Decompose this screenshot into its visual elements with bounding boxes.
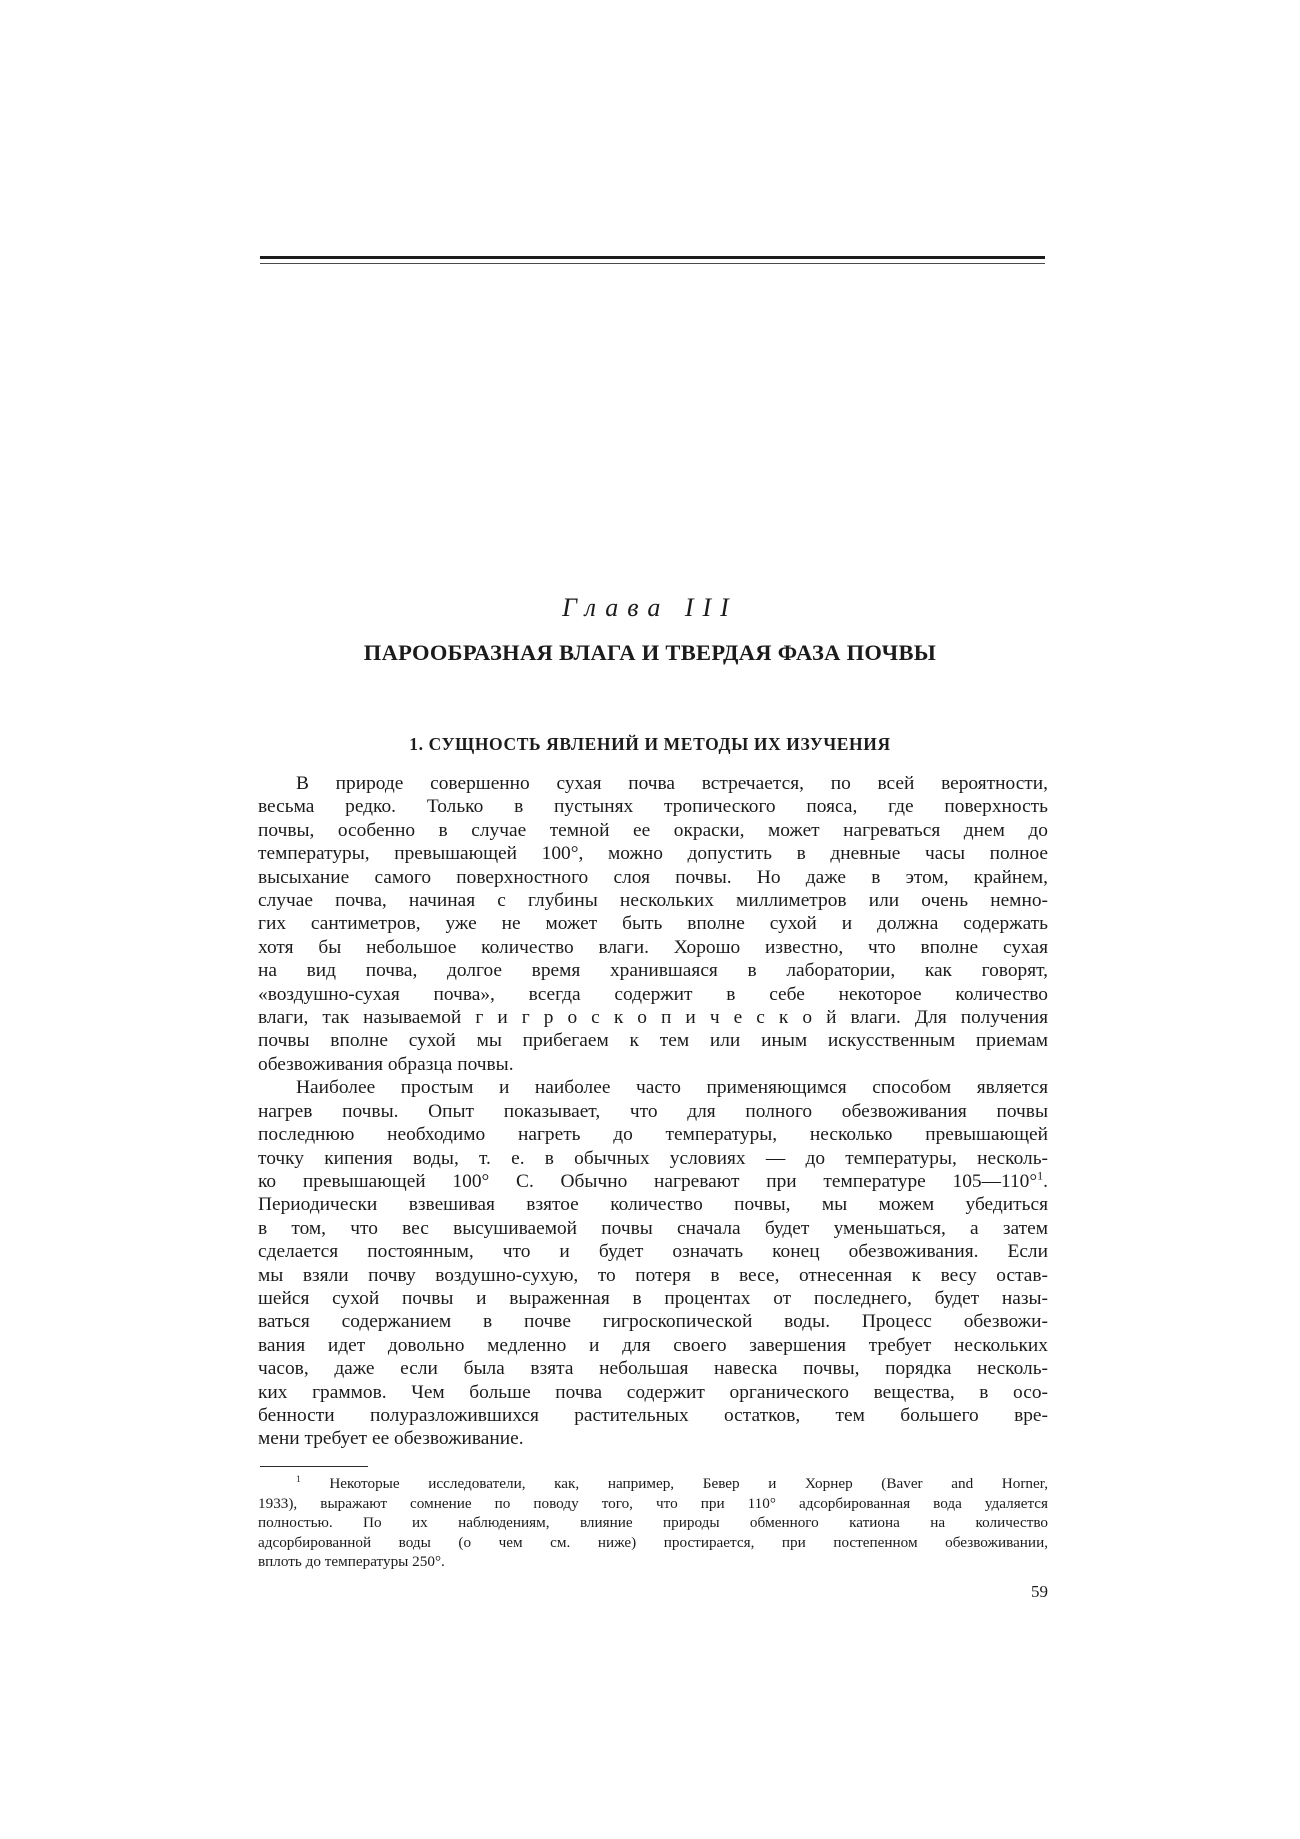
body-line: вания идет довольно медленно и для своего завершения требует нескольких — [258, 1334, 1048, 1356]
chapter-title: ПАРООБРАЗНАЯ ВЛАГА И ТВЕРДАЯ ФАЗА ПОЧВЫ — [363, 640, 937, 665]
footnote-line: адсорбированной воды (о чем см. ниже) простирается, при постепенном обезвоживании, — [258, 1533, 1048, 1551]
body-line: «воздушно-сухая почва», всегда содержит в себе некоторое количество — [258, 983, 1048, 1005]
footnote-line: 1933), выражают сомнение по поводу того, что при 110° адсорбированная вода удаляется — [258, 1494, 1048, 1512]
footnote-rule — [260, 1466, 368, 1467]
body-text — [258, 772, 1048, 1451]
body-line: ких граммов. Чем больше почва содержит органического вещества, в осо- — [258, 1381, 1048, 1403]
chapter-label: Глава III — [562, 593, 738, 622]
footnote-reference[interactable]: 1 — [1037, 1168, 1044, 1183]
header-rule — [260, 256, 1045, 259]
body-line: высыхание самого поверхностного слоя почвы. Но даже в этом, крайнем, — [258, 866, 1048, 888]
body-line: точку кипения воды, т. е. в обычных условиях — до температуры, несколь- — [258, 1147, 1048, 1169]
body-line: почвы, особенно в случае темной ее окраски, может нагреваться днем до — [258, 819, 1048, 841]
body-line: весьма редко. Только в пустынях тропического пояса, где поверхность — [258, 796, 1048, 818]
body-line: последнюю необходимо нагреть до температуры, несколько превышающей — [258, 1124, 1048, 1146]
footnote-line: полностью. По их наблюдениям, влияние природы обменного катиона на количество — [258, 1514, 1048, 1531]
body-line-with-footnote — [258, 1170, 1048, 1193]
body-line: часов, даже если была взята небольшая навеска почвы, порядка несколь- — [258, 1358, 1048, 1380]
body-line: нагрев почвы. Опыт показывает, что для полного обезвоживания почвы — [258, 1100, 1048, 1122]
footnote — [258, 1474, 1048, 1572]
body-line: Периодически взвешивая взятое количество почвы, мы можем убедиться — [258, 1194, 1048, 1216]
header-rule-thin — [260, 263, 1045, 264]
body-line: в том, что вес высушиваемой почвы сначала будет уменьшаться, а затем — [258, 1217, 1048, 1239]
section-title: 1. СУЩНОСТЬ ЯВЛЕНИЙ И МЕТОДЫ ИХ ИЗУЧЕНИЯ — [409, 734, 891, 754]
body-line: бенности полуразложившихся растительных остатков, тем большего вре- — [258, 1404, 1048, 1426]
footnote-line: вплоть до температуры 250°. — [258, 1553, 445, 1570]
body-line: влаги, так называемой г и г р о с к о п и ч е с к о й влаги. Для получения — [258, 1007, 1048, 1029]
body-line: хотя бы небольшое количество влаги. Хорошо известно, что вполне сухая — [258, 936, 1048, 958]
footnote-marker: 1 — [296, 1474, 301, 1485]
body-line: В природе совершенно сухая почва встречается, по всей вероятности, — [296, 773, 1048, 794]
footnote-line — [258, 1474, 1048, 1494]
body-line: сделается постоянным, что и будет означать конец обезвоживания. Если — [258, 1241, 1048, 1263]
body-line: случае почва, начиная с глубины нескольких миллиметров или очень немно- — [258, 890, 1048, 912]
body-line: шейся сухой почвы и выраженная в процентах от последнего, будет назы- — [258, 1287, 1048, 1309]
page-number: 59 — [1031, 1582, 1048, 1601]
body-line: Наиболее простым и наиболее часто применяющимся способом является — [296, 1077, 1048, 1099]
footnote-reference-suffix: . — [1043, 1170, 1048, 1192]
body-line: обезвоживания образца почвы. — [258, 1053, 514, 1075]
body-line: почвы вполне сухой мы прибегаем к тем или иным искусственным приемам — [258, 1030, 1048, 1052]
body-line: ваться содержанием в почве гигроскопической воды. Процесс обезвожи- — [258, 1311, 1048, 1333]
body-line: гих сантиметров, уже не может быть вполне сухой и должна содержать — [258, 913, 1048, 935]
body-line: на вид почва, долгое время хранившаяся в лаборатории, как говорят, — [258, 960, 1048, 982]
footnote-line-text: Некоторые исследователи, как, например, Бевер и Хорнер (Baver and Horner, — [329, 1475, 1049, 1492]
body-line: мени требует ее обезвоживание. — [258, 1428, 524, 1450]
body-line: мы взяли почву воздушно-сухую, то потеря в весе, отнесенная к весу остав- — [258, 1264, 1048, 1286]
body-line-text: ко превышающей 100° С. Обычно нагревают при температуре 105—110° — [258, 1170, 1038, 1192]
body-line: температуры, превышающей 100°, можно допустить в дневные часы полное — [258, 843, 1048, 865]
